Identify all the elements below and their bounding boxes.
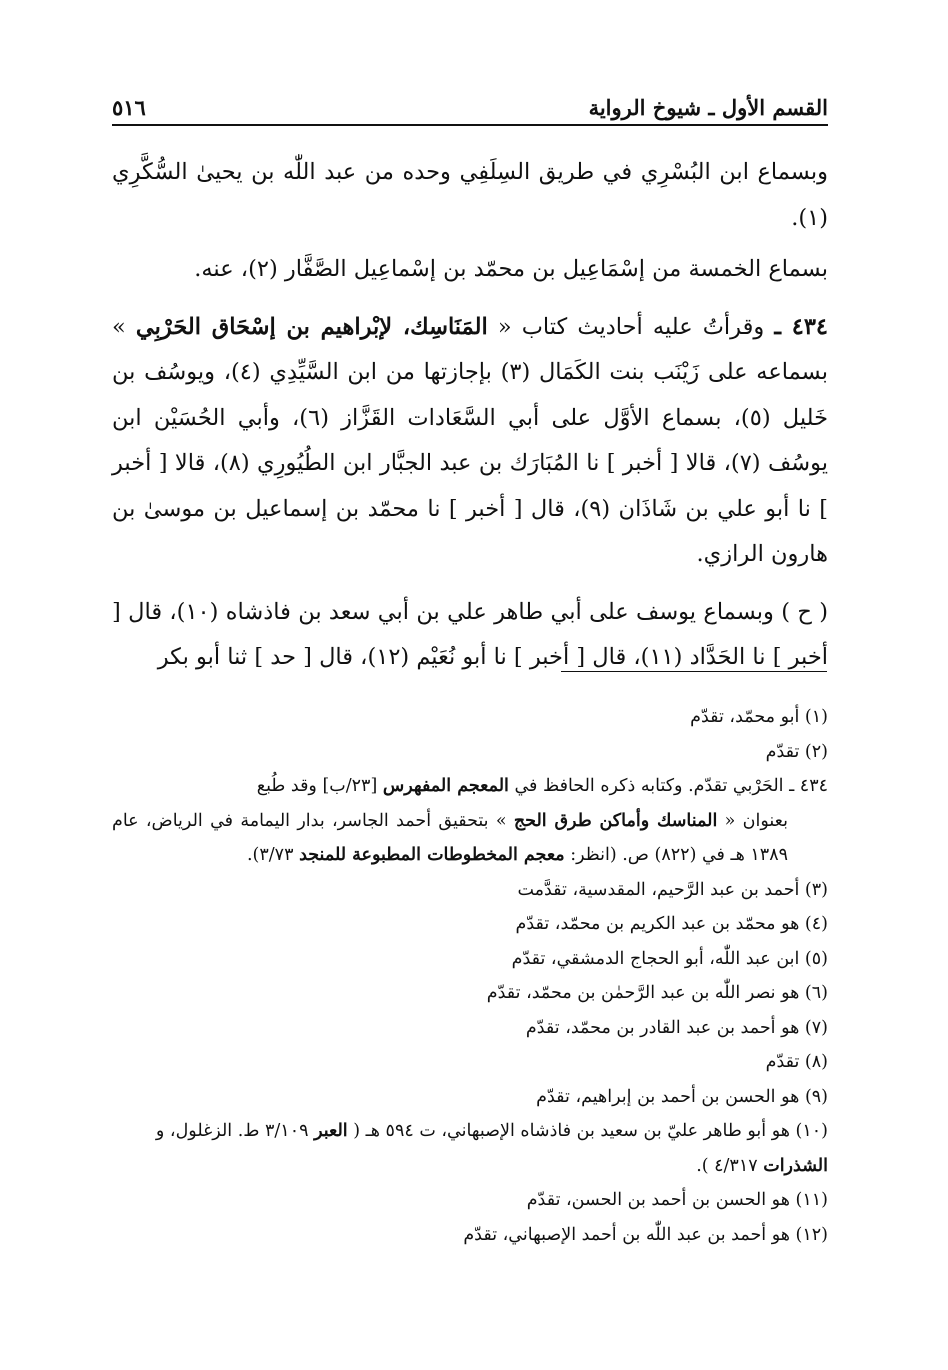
footnote-7: (٧) هو أحمد بن عبد القادر بن محمّد، تقدّم [525,1017,828,1038]
page-header [112,84,828,120]
footnote-434-catalog-title: معجم المخطوطات المطبوعة للمنجد [299,845,565,865]
footnote-4: (٤) هو محمّد بن عبد الكريم بن محمّد، تقدّم [515,914,828,934]
footnote-434-edition-title: المناسك وأماكن طرق الحج [513,810,718,831]
footnote-434 [112,769,828,804]
footnote-10 [112,1114,828,1183]
footnote-8: (٨) تقدّم [765,1052,828,1072]
header-rule [112,124,828,126]
book-title: المَنَاسِك، لإبْراهيم بن إسْحَاق الحَرْبِي [135,313,488,340]
footnote-434-ref-title: المعجم المفهرس [382,776,509,796]
paragraph-434 [112,305,828,578]
running-title: القسم الأول ـ شيوخ الرواية [588,95,828,120]
footnote-10-ref-shadharat: الشذرات [763,1155,828,1176]
footnote-10-ref-ibar: العبر [314,1121,348,1141]
paragraph-1: وبسماع ابن البُسْرِي في طريق السِلَفِي وحده من عبد اللّٰه بن يحيىٰ السُّكَّرِي (١). [112,159,828,231]
footnote-1: (١) أبو محمّد، تقدّم [690,707,828,727]
footnote-434-text-a: ٤٣٤ ـ الحَرْبي تقدّم. وكتابه ذكره الحافظ في [508,776,828,796]
footnote-12: (١٢) هو أحمد بن عبد اللّٰه بن أحمد الإصبهاني، تقدّم [463,1224,828,1245]
footnote-10-text-c: ٣/١٠٩ ط. الزغلول، و [155,1121,315,1141]
footnote-10-text-e: ٤/٣١٧ ). [696,1155,764,1176]
footnote-434-continued [112,804,828,873]
footnotes [112,700,828,1252]
footnote-5: (٥) ابن عبد اللّٰه، أبو الحجاج الدمشقي، تقدّم [511,948,828,969]
footnote-434-text-f: » بتحقيق أحمد الجاسر، بدار اليمامة في الرياض، عام ١٣٨٩ هـ في (٨٢٢) ص. (انظر: [112,810,788,865]
footnote-434-text-c: [٢٣/ب] وقد طُبع [256,776,383,796]
footnote-separator [561,671,827,672]
entry-rest: » بسماعه على زَيْنَب بنت الكَمَال (٣) بإجازتها من ابن السَّيِّدِي (٤)، ويوسُف بن خَليل (٥)، بسماع الأوَّل على أبي السَّعَادات القَزَّاز (٦)، وأبي الحُسَيْن ابن يوسُف (٧)، قالا [ أخبر ] نا المُبَارَك بن عبد الجبَّار ابن الطُيُورِي (٨)، قالا [ أخبر ] نا أبو علي بن شَاذَان (٩)، قال [ أخبر ] نا محمّد بن إسماعيل بن موسىٰ بن هارون الرازي. [112,313,829,567]
footnote-6: (٦) هو نصر اللّٰه بن عبد الرَّحمٰن بن محمّد، تقدّم [486,983,828,1003]
footnote-434-text-h: ٣/٧٣). [246,845,300,865]
paragraph-4: ( ح ) وبسماع يوسف على أبي طاهر علي بن أبي سعد بن فاذشاه (١٠)، قال [ أخبر ] نا الحَدَّاد (١١)، قال [ أخبر ] نا أبو نُعَيْم (١٢)، قال [ حد ] ثنا أبو بكر [112,598,828,670]
footnote-10-text-a: (١٠) هو أبو طاهر عليّ بن سعيد بن فاذشاه الإصبهاني، ت ٥٩٤ هـ ( [347,1121,828,1141]
footnote-11: (١١) هو الحسن بن أحمد بن الحسن، تقدّم [526,1190,828,1210]
page-number: ٥١٦ [112,95,146,120]
paragraph-2: بسماع الخمسة من إسْمَاعِيل بن محمّد بن إسْماعِيل الصَّفَّار (٢)، عنه. [194,256,828,282]
main-text [112,150,828,693]
entry-number: ٤٣٤ ـ [774,313,828,340]
footnote-2: (٢) تقدّم [765,741,828,762]
footnote-9: (٩) هو الحسن بن أحمد بن إبراهيم، تقدّم [536,1086,828,1107]
footnote-434-text-d: بعنوان « [717,810,788,831]
footnote-3: (٣) أحمد بن عبد الرَّحيم، المقدسية، تقدَّمت [517,879,828,900]
entry-lead: وقرأتُ عليه أحاديث كتاب « [487,313,775,340]
